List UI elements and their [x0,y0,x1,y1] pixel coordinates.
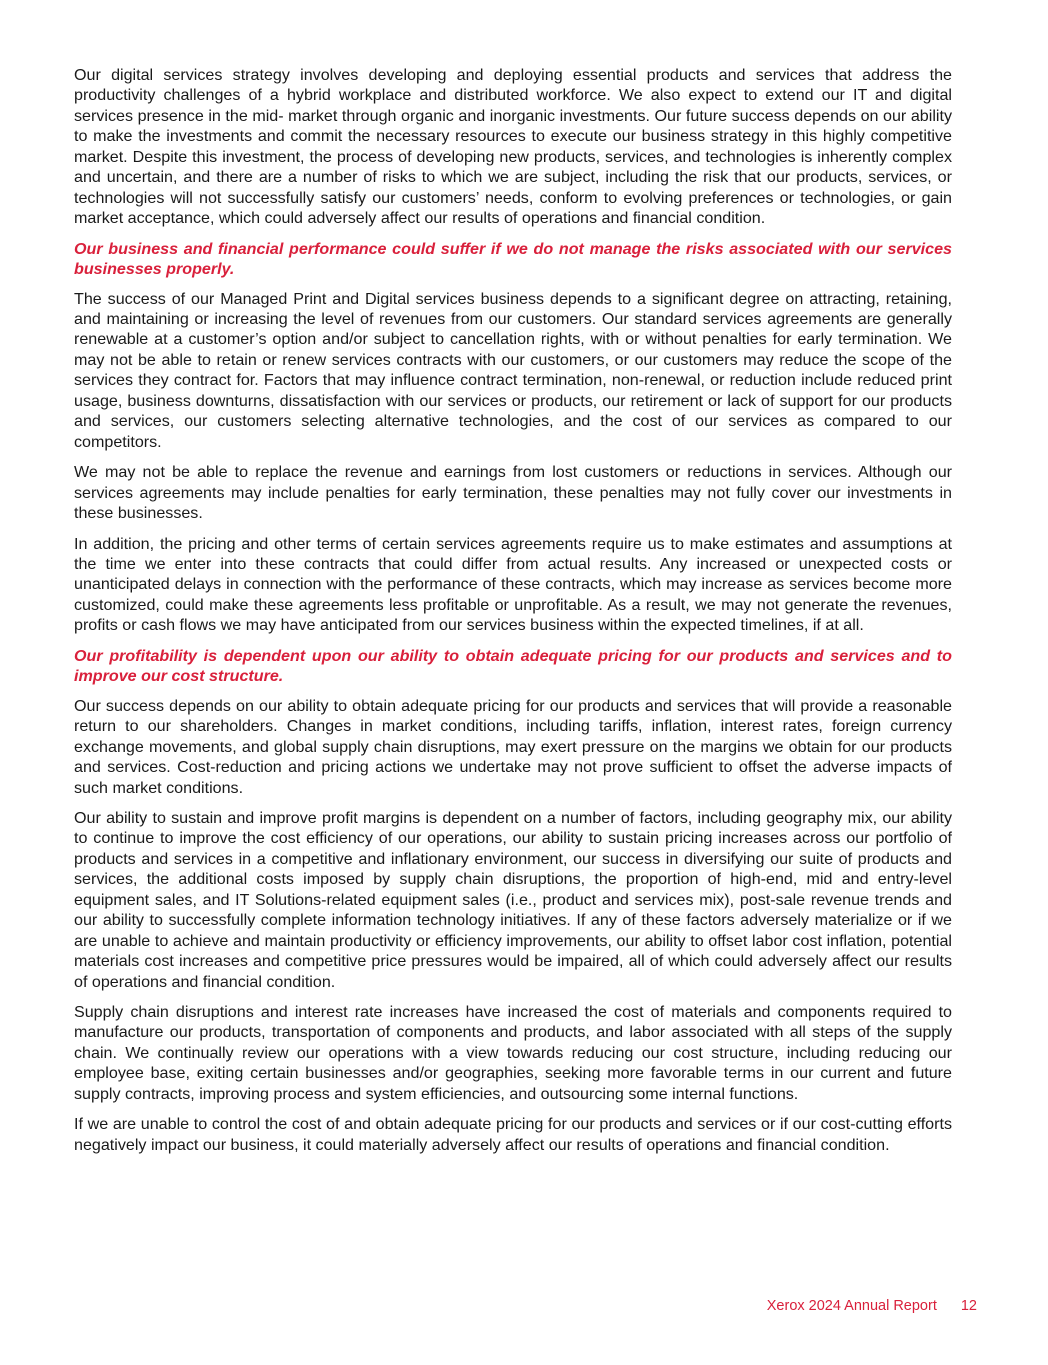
footer-report-title: Xerox 2024 Annual Report [766,1298,937,1314]
paragraph-profit-margins: Our ability to sustain and improve profit margins is dependent on a number of factors, including geography mix, our ability to continue to improve the cost efficiency of our operations, our ability to sustain pricing increases across our portfolio of products and services in a competitive and inflationary environment, our success in diversifying our suite of products and services, the additional costs imposed by supply chain disruptions, the proportion of high-end, mid and entry-level equipment sales, and IT Solutions-related equipment sales (i.e., product and services mix), post-sale revenue trends and our ability to successfully complete information technology initiatives. If any of these factors adversely materialize or if we are unable to achieve and maintain productivity or efficiency improvements, our ability to offset labor cost inflation, potential materials cost increases and competitive price pressures would be impaired, all of which could adversely affect our results of operations and financial condition. [74,808,952,991]
paragraph-digital-strategy: Our digital services strategy involves developing and deploying essential products and services that address the productivity challenges of a hybrid workplace and distributed workforce. We also expect to extend our IT and digital services presence in the mid- market through organic and inorganic investments. Our future success depends on our ability to make the investments and commit the necessary resources to execute our business strategy in this highly competitive market. Despite this investment, the process of developing new products, services, and technologies is inherently complex and uncertain, and there are a number of risks to which we are subject, including the risk that our products, services, or technologies will not successfully satisfy our customers’ needs, conform to evolving preferences or technologies, or gain market acceptance, which could adversely affect our results of operations and financial condition. [74,66,952,228]
paragraph-supply-chain: Supply chain disruptions and interest rate increases have increased the cost of materials and components required to manufacture our products, transportation of components and products, and labor associated with all steps of the supply chain. We continually review our operations with a view towards reducing our cost structure, including reducing our employee base, exiting certain businesses and/or geographies, seeking more favorable terms in our current and future supply contracts, improving process and system efficiencies, and outsourcing some internal functions. [74,1003,952,1103]
document-body [74,65,952,1165]
risk-heading-profitability: Our profitability is dependent upon our ability to obtain adequate pricing for our products and services and to improve our cost structure. [74,646,952,686]
risk-heading-services-businesses: Our business and financial performance could suffer if we do not manage the risks associated with our services businesses properly. [74,239,952,279]
paragraph-adequate-pricing: Our success depends on our ability to obtain adequate pricing for our products and services that will provide a reasonable return to our shareholders. Changes in market conditions, including tariffs, inflation, interest rates, foreign currency exchange movements, and global supply chain disruptions, may exert pressure on the margins we obtain for our products and services. Cost-reduction and pricing actions we undertake may not prove sufficient to offset the adverse impacts of such market conditions. [74,696,952,797]
paragraph-replace-revenue: We may not be able to replace the revenue and earnings from lost customers or reductions in services. Although our services agreements may include penalties for early termination, these penalties may not fully cover our investments in these businesses. [74,463,952,523]
footer-page-number: 12 [960,1298,977,1314]
paragraph-cost-control: If we are unable to control the cost of and obtain adequate pricing for our products and services or if our cost-cutting efforts negatively impact our business, it could materially adversely affect our results of operations and financial condition. [74,1115,952,1154]
page-footer [767,1298,977,1314]
paragraph-pricing-terms: In addition, the pricing and other terms of certain services agreements require us to make estimates and assumptions at the time we enter into these contracts that could differ from actual results. Any increased or unexpected costs or unanticipated delays in connection with the performance of these contracts, which may increase as services become more customized, could make these agreements less profitable or unprofitable. As a result, we may not generate the revenues, profits or cash flows we may have anticipated from our services business within the expected timelines, if at all. [74,534,952,635]
paragraph-managed-print-success: The success of our Managed Print and Digital services business depends to a significant degree on attracting, retaining, and maintaining or increasing the level of revenues from our customers. Our standard services agreements are generally renewable at a customer’s option and/or subject to cancellation rights, with or without penalties for early termination. We may not be able to retain or renew services contracts with our customers, or our customers may reduce the scope of the services they contract for. Factors that may influence contract termination, non-renewal, or reduction include reduced print usage, business downturns, dissatisfaction with our services or products, our retirement or lack of support for our products and services, our customers selecting alternative technologies, and the cost of our services as compared to our competitors. [74,289,952,451]
